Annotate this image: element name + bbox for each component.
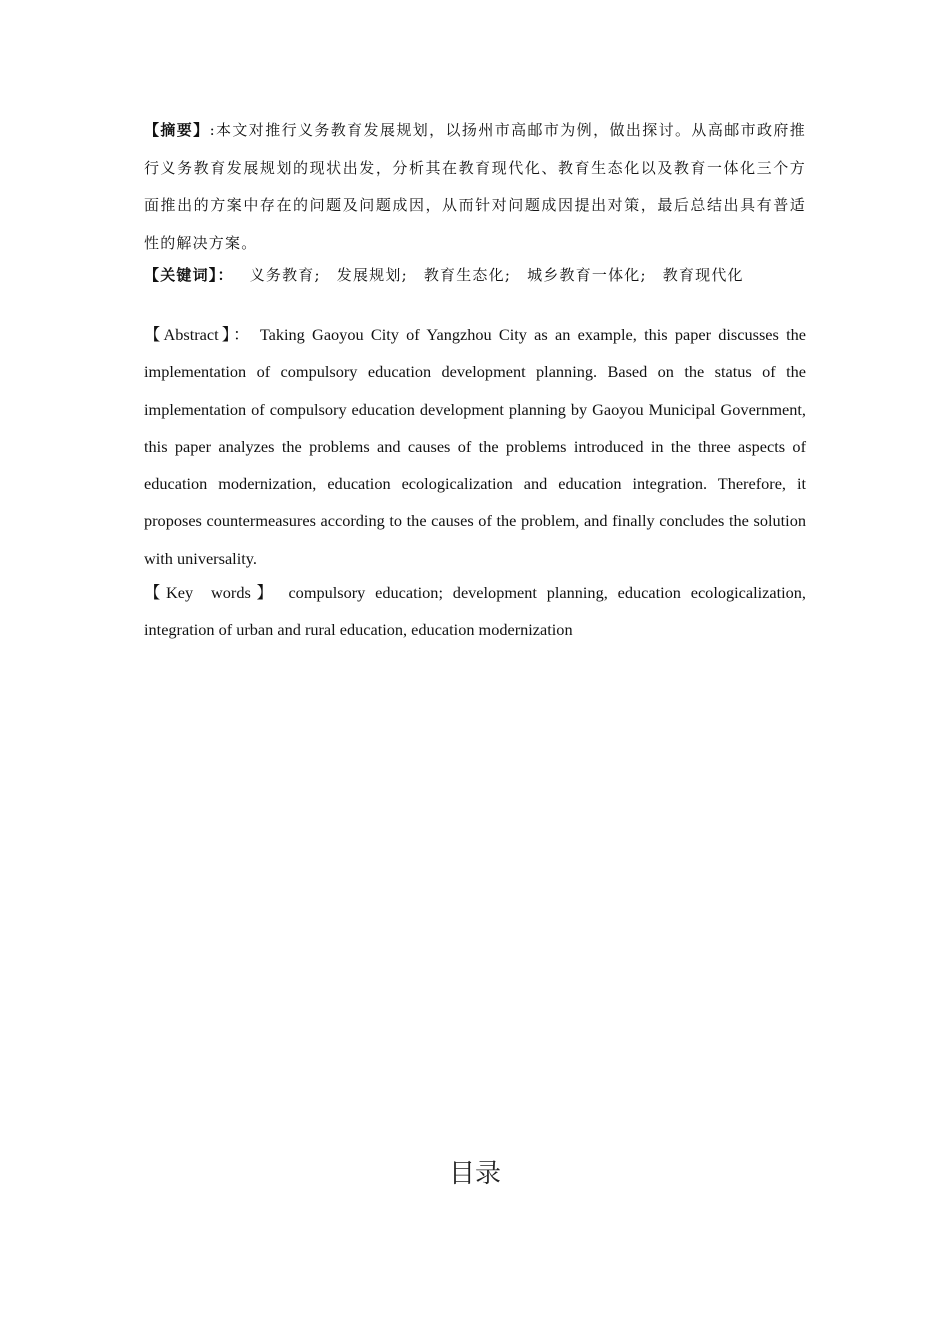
abstract-cn-text: :本文对推行义务教育发展规划，以扬州市高邮市为例，做出探讨。从高邮市政府推行义务教育发展规划的现状出发，分析其在教育现代化、教育生态化以及教育一体化三个方面推出的方案中存在的问题及问题成因，从而针对问题成因提出对策，最后总结出具有普适性的解决方案。 bbox=[144, 121, 806, 252]
keywords-cn-label: 【关键词】： bbox=[144, 266, 234, 284]
keyword-cn-item: 城乡教育一体化; bbox=[527, 266, 647, 284]
abstract-cn-label: 【摘要】 bbox=[144, 121, 210, 139]
keyword-cn-item: 发展规划; bbox=[336, 266, 408, 284]
keywords-en bbox=[144, 574, 806, 649]
keywords-en-text: compulsory education; development planning, education ecologicalization, integration of urban and rural education, education modernization bbox=[144, 583, 806, 640]
abstract-cn bbox=[144, 112, 806, 262]
abstract-en-label: 【Abstract】： bbox=[144, 325, 253, 344]
keyword-cn-item: 教育现代化 bbox=[662, 266, 744, 284]
toc-title: 目录 bbox=[448, 1159, 501, 1189]
abstract-en-text: Taking Gaoyou City of Yangzhou City as an example, this paper discusses the implementation of compulsory education development planning. Based on the status of the implementation of compulsory education development planning by Gaoyou Municipal Government, this paper analyzes the problems and causes of the problems introduced in the three aspects of education modernization, education ecologicalization and education integration. Therefore, it proposes countermeasures according to the causes of the problem, and finally concludes the solution with universality. bbox=[144, 325, 806, 568]
abstract-en bbox=[144, 316, 806, 577]
keywords-cn bbox=[144, 260, 806, 290]
keywords-en-label: 【Key words】 bbox=[144, 583, 279, 602]
keyword-cn-item: 义务教育; bbox=[249, 266, 321, 284]
keyword-cn-item: 教育生态化; bbox=[423, 266, 512, 284]
